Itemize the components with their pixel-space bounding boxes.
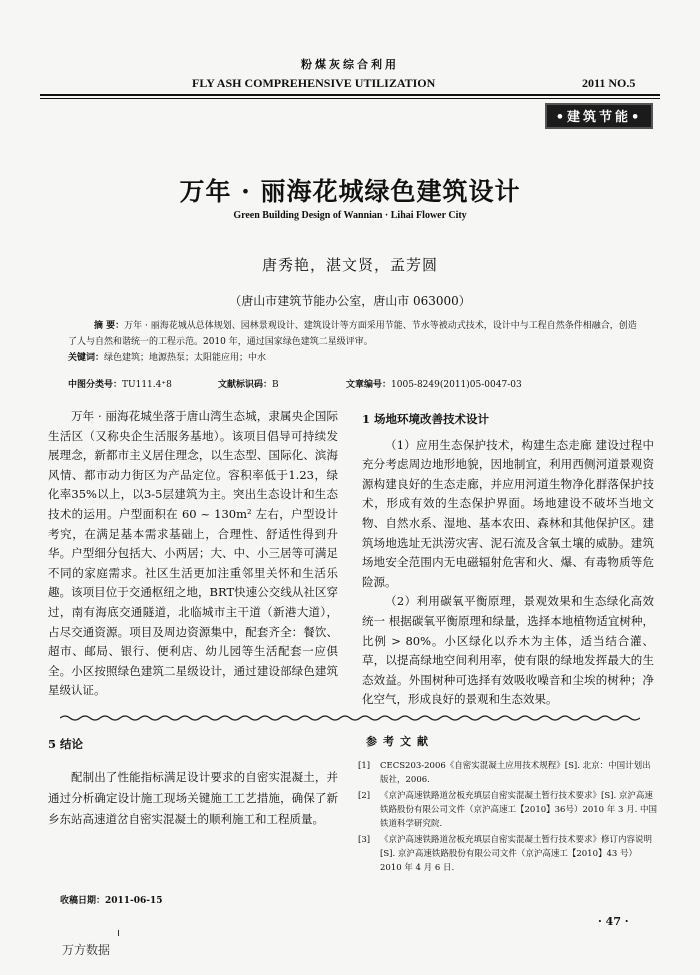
scan-speck	[118, 930, 119, 936]
doc-code: 文献标识码：B	[218, 380, 279, 390]
reference-item: [2] 《京沪高速铁路道岔板充填层自密实混凝土暂行技术要求》[S]. 京沪高速铁路股份有限公司文件（京沪高速工【2010】36号）2010 年 3 月. 中国铁道科学研究院.	[358, 791, 657, 829]
received-date: 收稿日期：2011-06-15	[60, 896, 163, 906]
issue-number: 2011 NO.5	[582, 76, 636, 90]
wavy-divider	[60, 714, 640, 722]
article-title: 万年 · 丽海花城绿色建筑设计	[179, 177, 521, 206]
article-number: 文章编号：1005-8249(2011)05-0047-03	[346, 380, 522, 390]
header-rule-thin	[40, 98, 660, 99]
conclusion-column	[48, 735, 338, 830]
header-rule	[40, 94, 660, 96]
keywords-text: 绿色建筑；地源热泵；太阳能应用；中水	[104, 353, 267, 363]
section1-paragraph-1: （1）应用生态保护技术，构建生态走廊 建设过程中充分考虑周边地形地貌，因地制宜，利用西侧河道景观资源构建良好的生态走廊，并应用河道生物净化群落保护技术，形成有效的生态保护界面。场地建设不破坏当地文物、自然水系、湿地、基本农田、森林和其他保护区。建筑场地选址无洪涝灾害、泥石流及含氧土壤的威胁。建筑场地安全范围内无电磁辐射危害和火、爆、有毒物质等危险源。	[362, 437, 654, 589]
reference-item: [3] 《京沪高速铁路道岔板充填层自密实混凝土暂行技术要求》修订内容说明[S]. 京沪高速铁路股份有限公司文件（京沪高速工【2010】43 号）2010 年 4 月 6 日.	[358, 835, 653, 873]
page-number: · 47 ·	[598, 915, 629, 928]
classification-row	[68, 377, 638, 391]
journal-title-en: FLY ASH COMPREHENSIVE UTILIZATION	[192, 76, 436, 90]
reference-item: [1] CECS203-2006《自密实混凝土应用技术规程》[S]. 北京：中国计划出版社，2006.	[358, 761, 651, 785]
section5-heading: 5 结论	[48, 737, 84, 751]
references-heading: 参考文献	[366, 735, 434, 748]
section1-column	[362, 407, 654, 710]
references	[358, 735, 658, 877]
abstract	[68, 318, 638, 366]
section1-heading: 1 场地环境改善技术设计	[362, 412, 490, 426]
clc: 中图分类号：TU111.4⁺8	[68, 380, 172, 390]
watermark: 万方数据	[62, 943, 111, 957]
intro-paragraph: 万年 · 丽海花城坐落于唐山湾生态城，隶属央企国际生活区（又称央企生活服务基地）。该项目倡导可持续发展理念，新都市主义居住理念，以生态型、国际化、滨海风情、都市动力街区为产品定位。容积率低于1.23，绿化率35%以上，以3-5层建筑为主。突出生态设计和生态技术的运用。户型面积在 60 ~ 130m² 左右，户型设计考究，在满足基本需求基础上，合理性、舒适性得到升华。户型细分包括大、小两居；大、中、小三居等可满足不同的家庭需求。社区生活更加注重邻里关怀和生活乐趣。该项目位于交通枢纽之地，BRT快速公交线从社区穿过，南有海底交通隧道，北临城市主干道（新港大道），占尽交通资源。项目及周边资源集中，配套齐全：餐饮、超市、邮局、银行、便利店、幼儿园等生活配套一应俱全。小区按照绿色建筑二星级设计，通过建设部绿色建筑星级认证。	[48, 409, 338, 698]
affiliation: （唐山市建筑节能办公室，唐山市 063000）	[229, 294, 471, 308]
conclusion-paragraph: 配制出了性能指标满足设计要求的自密实混凝土，并通过分析确定设计施工现场关键施工工艺措施，确保了新乡东站高速道岔自密实混凝土的顺利施工和工程质量。	[48, 769, 338, 826]
keywords-label: 关键词：	[68, 353, 105, 363]
intro-column	[48, 407, 338, 701]
abstract-text: 万年 · 丽海花城从总体规划、园林景观设计、建筑设计等方面采用节能、节水等被动式技术，设计中与工程自然条件相融合，创造了人与自然和谐统一的工程示范。2010 年，通过国家绿色建筑二星级评审。	[68, 321, 637, 347]
authors: 唐秀艳，湛文贤，孟芳圆	[261, 256, 438, 274]
abstract-label: 摘 要：	[94, 321, 125, 331]
article-title-en: Green Building Design of Wannian · Lihai Flower City	[233, 210, 467, 221]
journal-title-cn: 粉煤灰综合利用	[301, 58, 399, 71]
section-tag: •建筑节能•	[545, 103, 653, 129]
section1-paragraph-2: （2）利用碳氧平衡原理，景观效果和生态绿化高效统一 根据碳氧平衡原理和绿量，选择本地植物适宜树种，比例 > 80%。小区绿化以乔木为主体，适当结合灌、草，以提高绿地空间利用率，使有限的绿地发挥最大的生态效益。外围树种可选择有效吸收噪音和尘埃的树种；净化空气，形成良好的景观和生态效果。	[362, 594, 654, 707]
